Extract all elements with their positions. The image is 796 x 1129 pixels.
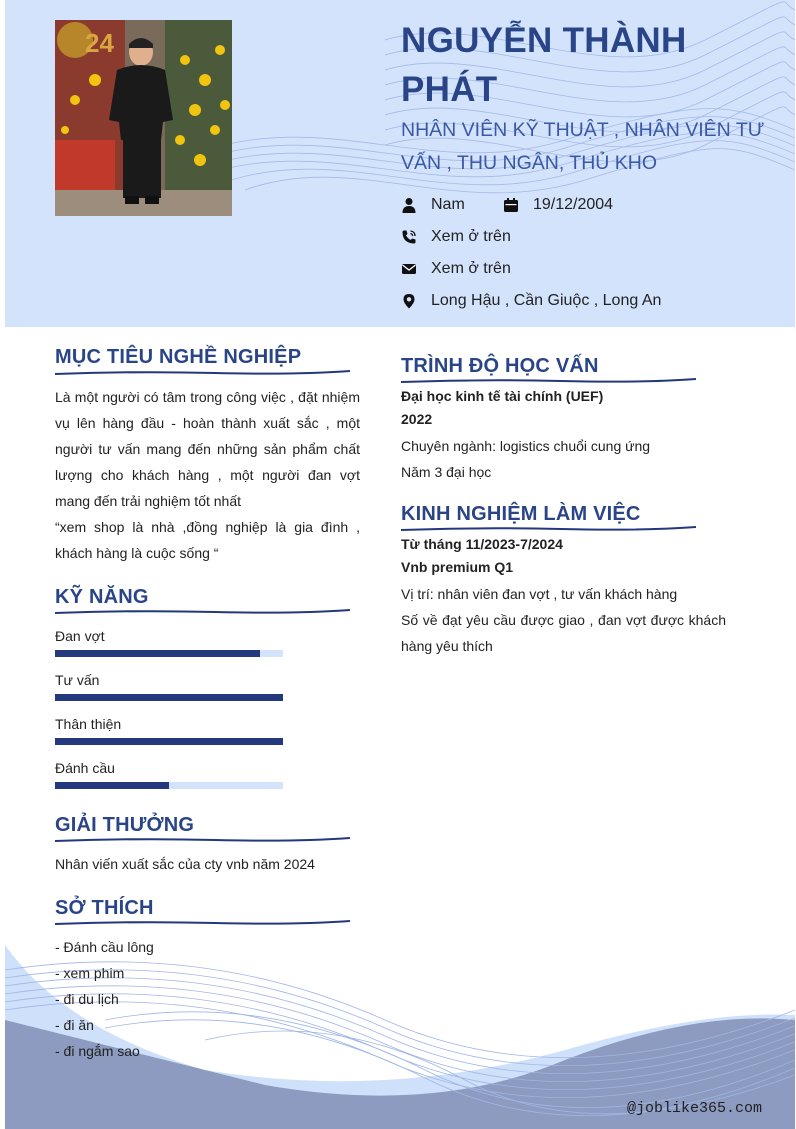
awards-heading: GIẢI THƯỞNG bbox=[55, 814, 195, 836]
envelope-icon bbox=[401, 261, 417, 277]
skill-label: Tư vấn bbox=[55, 672, 100, 688]
profile-photo bbox=[55, 20, 232, 216]
education-major: Chuyên ngành: logistics chuổi cung ứng bbox=[401, 438, 651, 454]
skill-bar-track bbox=[55, 650, 283, 657]
experience-company: Vnb premium Q1 bbox=[401, 559, 514, 575]
education-school: Đại học kinh tế tài chính (UEF) bbox=[401, 388, 604, 404]
email-value: Xem ở trên bbox=[431, 260, 511, 277]
header bbox=[5, 0, 795, 327]
phone-row bbox=[401, 225, 511, 249]
gender-value: Nam bbox=[431, 196, 465, 213]
birthday-value: 19/12/2004 bbox=[533, 196, 614, 213]
skill-label: Đan vợt bbox=[55, 628, 105, 644]
education-status: Năm 3 đại học bbox=[401, 464, 492, 480]
experience-heading: KINH NGHIỆM LÀM VIỆC bbox=[401, 503, 641, 525]
experience-position: Vị trí: nhân viên đan vợt , tư vấn khách hàng bbox=[401, 586, 678, 602]
phone-icon bbox=[401, 229, 417, 245]
footer-credit: @joblike365.com bbox=[627, 1100, 763, 1117]
awards-text: Nhân viến xuất sắc của cty vnb năm 2024 bbox=[55, 856, 315, 872]
experience-description: Số về đạt yêu cầu được giao , đan vợt được khách hàng yêu thích bbox=[401, 612, 726, 654]
hobby-item: - Đánh cầu lông bbox=[55, 939, 154, 955]
skill-bar-fill bbox=[55, 738, 283, 745]
education-heading: TRÌNH ĐỘ HỌC VẤN bbox=[401, 355, 599, 377]
skills-heading: KỸ NĂNG bbox=[55, 586, 149, 608]
experience-underline bbox=[401, 525, 696, 533]
candidate-title: NHÂN VIÊN KỸ THUẬT , NHÂN VIÊN TƯ VẤN , THU NGÂN, THỦ KHO bbox=[401, 119, 765, 174]
skill-bar-track bbox=[55, 738, 283, 745]
skill-bar-fill bbox=[55, 650, 260, 657]
svg-text:24: 24 bbox=[85, 28, 114, 58]
objective-heading: MỤC TIÊU NGHỀ NGHIỆP bbox=[55, 346, 302, 368]
skill-bar-track bbox=[55, 694, 283, 701]
address-value: Long Hậu , Cần Giuộc , Long An bbox=[431, 292, 662, 309]
birthday-row bbox=[503, 193, 613, 217]
experience-period: Từ tháng 11/2023-7/2024 bbox=[401, 536, 563, 552]
person-icon bbox=[401, 197, 417, 213]
map-pin-icon bbox=[401, 293, 417, 309]
skill-label: Đánh cầu bbox=[55, 760, 115, 776]
skill-bar-fill bbox=[55, 782, 169, 789]
email-row bbox=[401, 257, 511, 281]
education-underline bbox=[401, 377, 696, 385]
objective-text: Là một người có tâm trong công việc , đặt nhiệm vụ lên hàng đầu - hoàn thành xuất sắc , một người tư vấn mang đến những sản phẩm chất lượng cho khách hàng , một người đan vợt mang đến trải nghiệm tốt nhất bbox=[55, 389, 360, 509]
hobby-item: - đi ăn bbox=[55, 1017, 94, 1033]
phone-value: Xem ở trên bbox=[431, 228, 511, 245]
hobby-item: - đi du lịch bbox=[55, 991, 119, 1007]
address-row bbox=[401, 289, 661, 313]
skill-bar-fill bbox=[55, 694, 283, 701]
skill-bar-track bbox=[55, 782, 283, 789]
hobby-item: - đi ngắm sao bbox=[55, 1043, 140, 1059]
hobbies-heading: SỞ THÍCH bbox=[55, 897, 154, 919]
candidate-name: NGUYỄN THÀNH PHÁT bbox=[401, 21, 687, 109]
objective-underline bbox=[55, 369, 350, 377]
skills-underline bbox=[55, 608, 350, 616]
hobby-item: - xem phim bbox=[55, 965, 125, 981]
awards-underline bbox=[55, 836, 350, 844]
hobbies-underline bbox=[55, 919, 350, 927]
cv-page bbox=[5, 0, 795, 1129]
objective-quote: “xem shop là nhà ,đồng nghiệp là gia đình , khách hàng là cuộc sống “ bbox=[55, 519, 360, 561]
calendar-icon bbox=[503, 197, 519, 213]
education-year: 2022 bbox=[401, 411, 433, 427]
skill-label: Thân thiện bbox=[55, 716, 122, 732]
gender-row bbox=[401, 193, 465, 217]
